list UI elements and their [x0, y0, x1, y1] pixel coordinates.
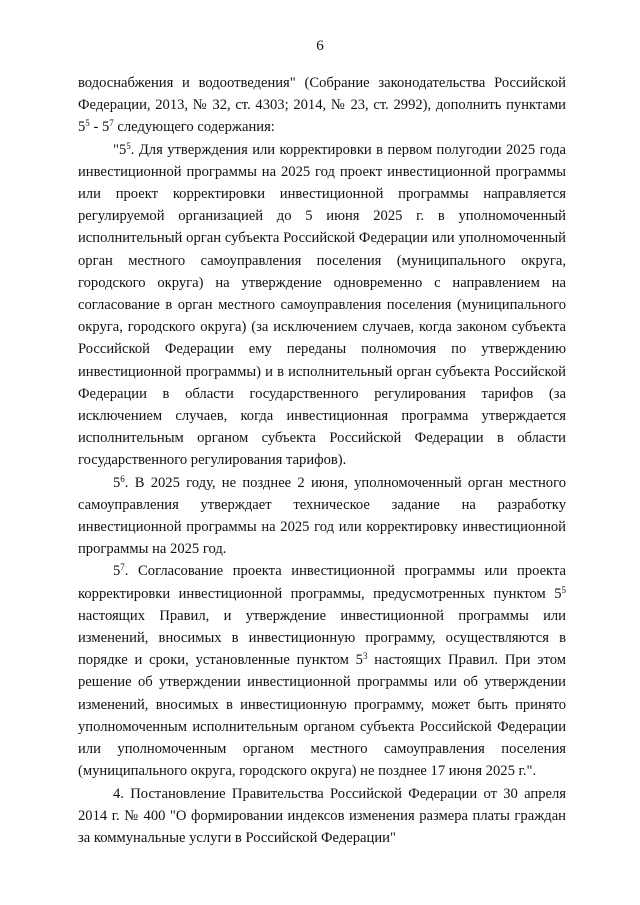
superscript: 7 [120, 562, 125, 573]
text-run: - 5 [89, 119, 110, 136]
text-run: . Согласование проекта инвестиционной программы или проекта корректировки инвестиционной программы, предусмотренных пунктом 5 [78, 563, 566, 602]
paragraph [78, 560, 566, 782]
superscript: 6 [120, 473, 125, 484]
superscript: 3 [362, 651, 368, 662]
paragraph [78, 72, 566, 139]
text-run: . В 2025 году, не позднее 2 июня, уполномоченный орган местного самоуправления утверждает техническое задание на разработку инвестиционной программы на 2025 год или корректировку инвестиционной программы на 2025 год. [78, 474, 566, 558]
document-body [78, 72, 566, 849]
text-run: "5 [113, 141, 127, 158]
text-run: 5 [113, 474, 121, 491]
text-run: водоснабжения и водоотведения" (Собрание законодательства Российской Федерации, 2013, № 32, ст. 4303; 2014, № 23, ст. 2992), дополнить пунктами 5 [78, 75, 566, 136]
page-number: 6 [316, 38, 324, 54]
paragraph [78, 783, 566, 850]
text-run: . Для утверждения или корректировки в первом полугодии 2025 года инвестиционной программы на 2025 год проект инвестиционной программы или проект корректировки инвестиционной программы направляется регулируемой организацией до 5 июня 2025 г. в уполномоченный исполнительный орган субъекта Российской Федерации или уполномоченный орган местного самоуправления поселения (муниципального округа, городского округа) на утверждение одновременно с направлением на согласование в орган местного самоуправления поселения (муниципального округа, городского округа) (за исключением случаев, когда законом субъекта Российской Федерации ему переданы полномочия по утверждению инвестиционной программы) и в исполнительный орган субъекта Российской Федерации в области государственного регулирования тарифов (за исключением случаев, когда инвестиционная программа утверждается исполнительным органом субъекта Российской Федерации в области государственного регулирования тарифов). [78, 141, 566, 469]
text-run: 5 [113, 563, 121, 580]
superscript: 7 [109, 118, 114, 129]
superscript: 5 [126, 140, 131, 151]
text-run: настоящих Правил. При этом решение об утверждении инвестиционной программы или об утверждении изменений, вносимых в инвестиционную программу, может быть принято уполномоченным исполнительным органом субъекта Российской Федерации или уполномоченным органом местного самоуправления поселения (муниципального округа, городского округа) не позднее 17 июня 2025 г.". [78, 652, 566, 780]
superscript: 5 [85, 118, 90, 129]
paragraph [78, 472, 566, 561]
text-run: 4. Постановление Правительства Российской Федерации от 30 апреля 2014 г. № 400 "О формировании индексов изменения размера платы граждан за коммунальные услуги в Российской Федерации" [78, 785, 566, 846]
text-run: настоящих Правил, и утверждение инвестиционной программы или изменений, вносимых в инвестиционную программу, осуществляются в порядке и сроки, установленные пунктом 5 [78, 607, 566, 669]
superscript: 5 [561, 584, 566, 595]
text-run: следующего содержания: [113, 119, 275, 136]
paragraph [78, 139, 566, 472]
